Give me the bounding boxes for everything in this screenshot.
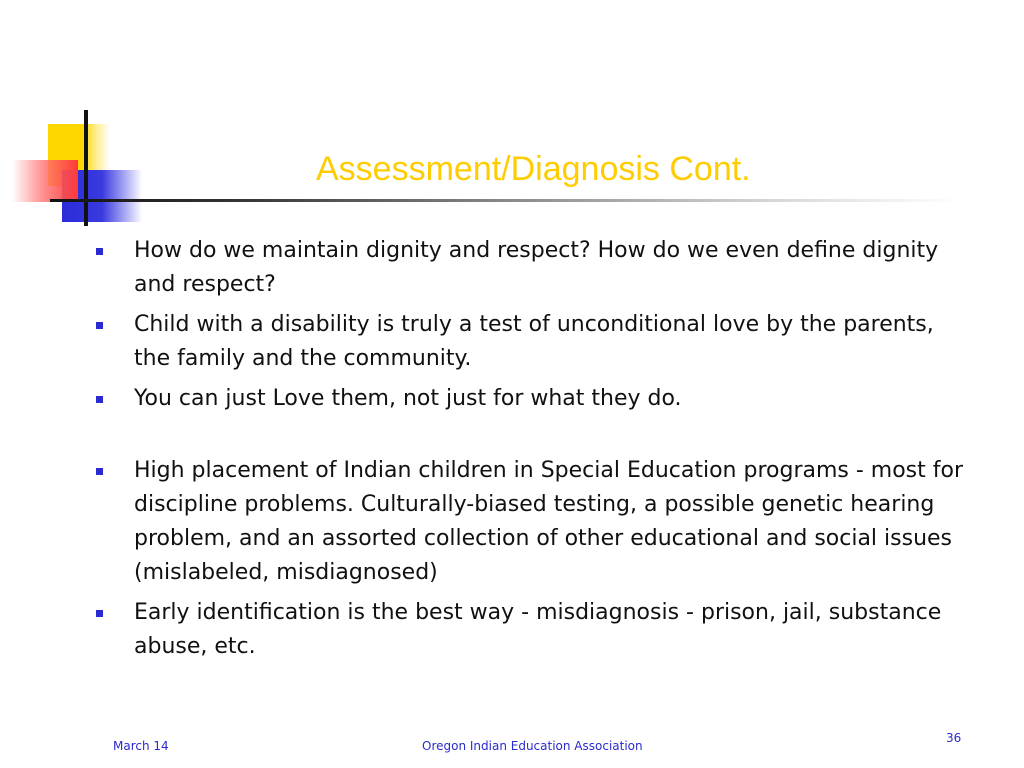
square-bullet-icon [96,396,103,403]
bullet-item [96,382,976,416]
bullet-text: Early identification is the best way - misdiagnosis - prison, jail, substance abuse, etc. [134,600,942,659]
bullet-text: High placement of Indian children in Special Education programs - most for discipline problems. Culturally-biased testing, a possible genetic hearing problem, and an assorted collection of other educational and social issues (mislabeled, misdiagnosed) [134,458,964,585]
footer-organization: Oregon Indian Education Association [422,739,643,753]
title-underline-rule [50,199,960,202]
footer-date: March 14 [113,739,169,753]
bullet-text: How do we maintain dignity and respect? How do we even define dignity and respect? [134,238,939,297]
square-bullet-icon [96,610,103,617]
bullet-item [96,454,976,590]
slide-number: 36 [946,731,962,745]
bullet-text: Child with a disability is truly a test of unconditional love by the parents, the family and the community. [134,312,934,371]
bullet-text: You can just Love them, not just for what they do. [134,386,682,411]
red-square-decoration [12,160,78,202]
square-bullet-icon [96,248,103,255]
bullet-list [96,234,976,670]
vertical-rule [84,110,88,226]
square-bullet-icon [96,468,103,475]
slide-title: Assessment/Diagnosis Cont. [316,150,751,188]
bullet-item [96,308,976,376]
square-bullet-icon [96,322,103,329]
bullet-item [96,234,976,302]
bullet-item [96,596,976,664]
